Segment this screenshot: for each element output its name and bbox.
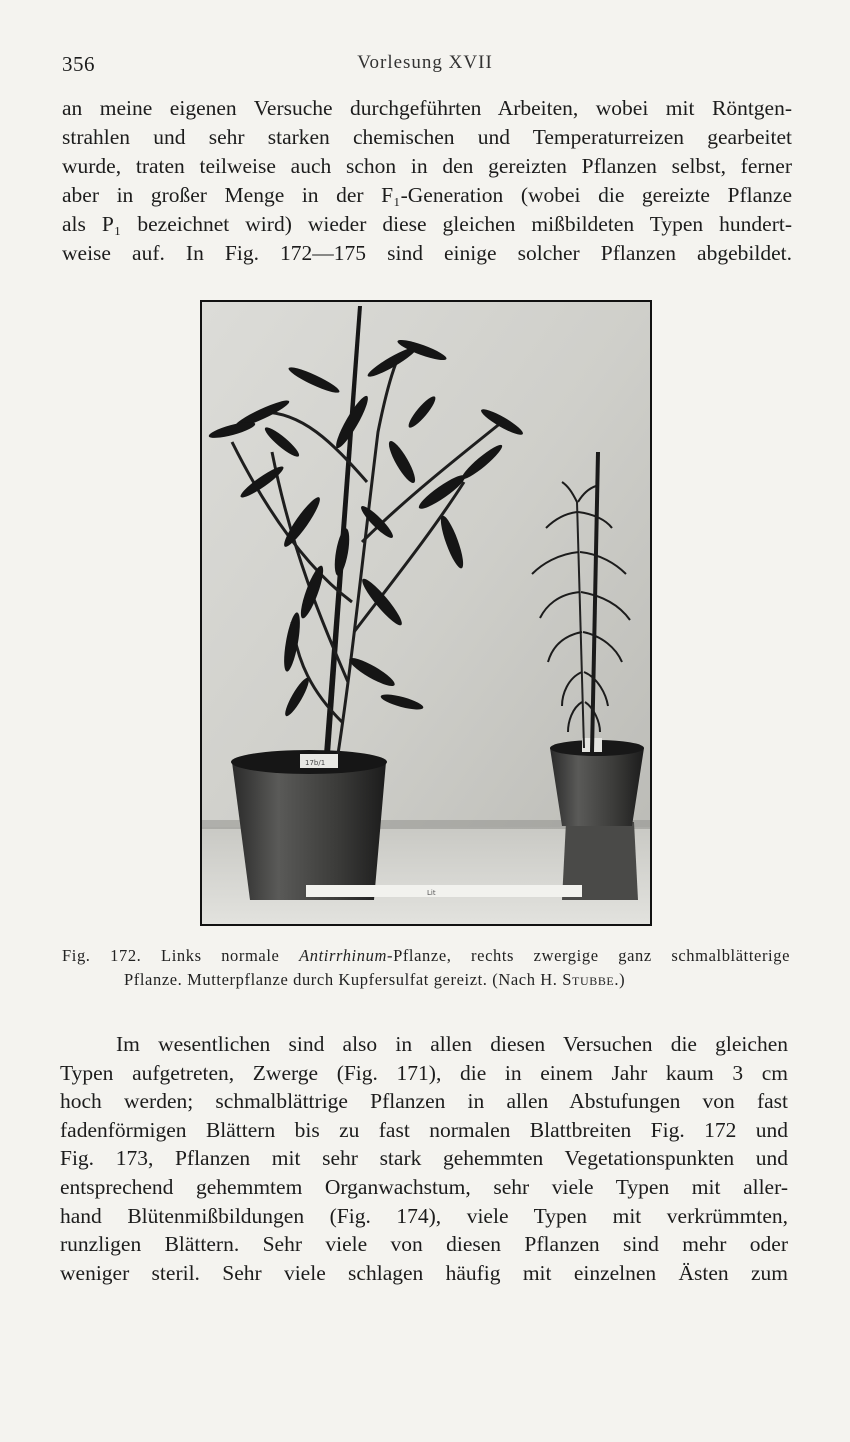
- figure-photograph: [200, 300, 652, 926]
- paragraph-line: weise auf. In Fig. 172—175 sind einige solcher Pflanzen abgebildet.: [62, 241, 792, 265]
- label-stick: [306, 885, 582, 897]
- caption-text: Links normale: [141, 946, 300, 965]
- svg-text:17b/1: 17b/1: [305, 759, 326, 767]
- species-name: Antirrhinum: [299, 946, 387, 965]
- paragraph-line: Im wesentlichen sind also in allen diesen Versuchen die gleichen: [116, 1032, 788, 1056]
- svg-text:Lit: Lit: [427, 889, 436, 897]
- paragraph-line: an meine eigenen Versuche durchgeführten Arbeiten, wobei mit Röntgen-: [62, 96, 792, 120]
- paragraph-2: [60, 1030, 788, 1287]
- caption-text: Pflanze. Mutterpflanze durch Kupfersulfat gereizt. (Nach H.: [124, 970, 563, 989]
- paragraph-line: aber in großer Menge in der F₁-Generation (wobei die gereizte Pflanze: [62, 183, 792, 207]
- left-pot: [231, 750, 387, 900]
- paragraph-line: runzligen Blättern. Sehr viele von diesen Pflanzen sind mehr oder: [60, 1232, 788, 1257]
- caption-line-1: [62, 944, 790, 968]
- caption-text: -Pflanze, rechts zwergige ganz schmalblätterige: [386, 946, 790, 965]
- paragraph-line: entsprechend gehemmtem Organwachstum, sehr viele Typen mit aller-: [60, 1174, 788, 1199]
- paragraph-line: fadenförmigen Blättern bis zu fast normalen Blattbreiten Fig. 172 und: [60, 1117, 788, 1142]
- paragraph-line: hand Blütenmißbildungen (Fig. 174), viele Typen mit verkrümmten,: [60, 1203, 788, 1228]
- right-pot: [550, 738, 644, 900]
- page-number: 356: [62, 52, 95, 76]
- paragraph-1: [62, 94, 792, 268]
- paragraph-line: Typen aufgetreten, Zwerge (Fig. 171), die in einem Jahr kaum 3 cm: [60, 1060, 788, 1085]
- plant-photo: [202, 302, 650, 924]
- paragraph-line: strahlen und sehr starken chemischen und Temperaturreizen gearbeitet: [62, 125, 792, 149]
- caption-text: .): [614, 970, 626, 989]
- paragraph-line: weniger steril. Sehr viele schlagen häufig mit einzelnen Ästen zum: [60, 1260, 788, 1285]
- caption-line-2: [62, 968, 790, 992]
- paragraph-line: hoch werden; schmalblättrige Pflanzen in allen Abstufungen von fast: [60, 1089, 788, 1114]
- author-name: Stubbe: [562, 970, 615, 989]
- figure-label: Fig. 172.: [62, 946, 142, 965]
- paragraph-line: als P₁ bezeichnet wird) wieder diese gleichen mißbildeten Typen hundert-: [62, 212, 792, 236]
- running-head: Vorlesung XVII: [357, 52, 493, 73]
- figure-caption: [62, 944, 790, 992]
- paragraph-line: Fig. 173, Pflanzen mit sehr stark gehemmten Vegetationspunkten und: [60, 1146, 788, 1171]
- paragraph-line: wurde, traten teilweise auch schon in den gereizten Pflanzen selbst, ferner: [62, 154, 792, 178]
